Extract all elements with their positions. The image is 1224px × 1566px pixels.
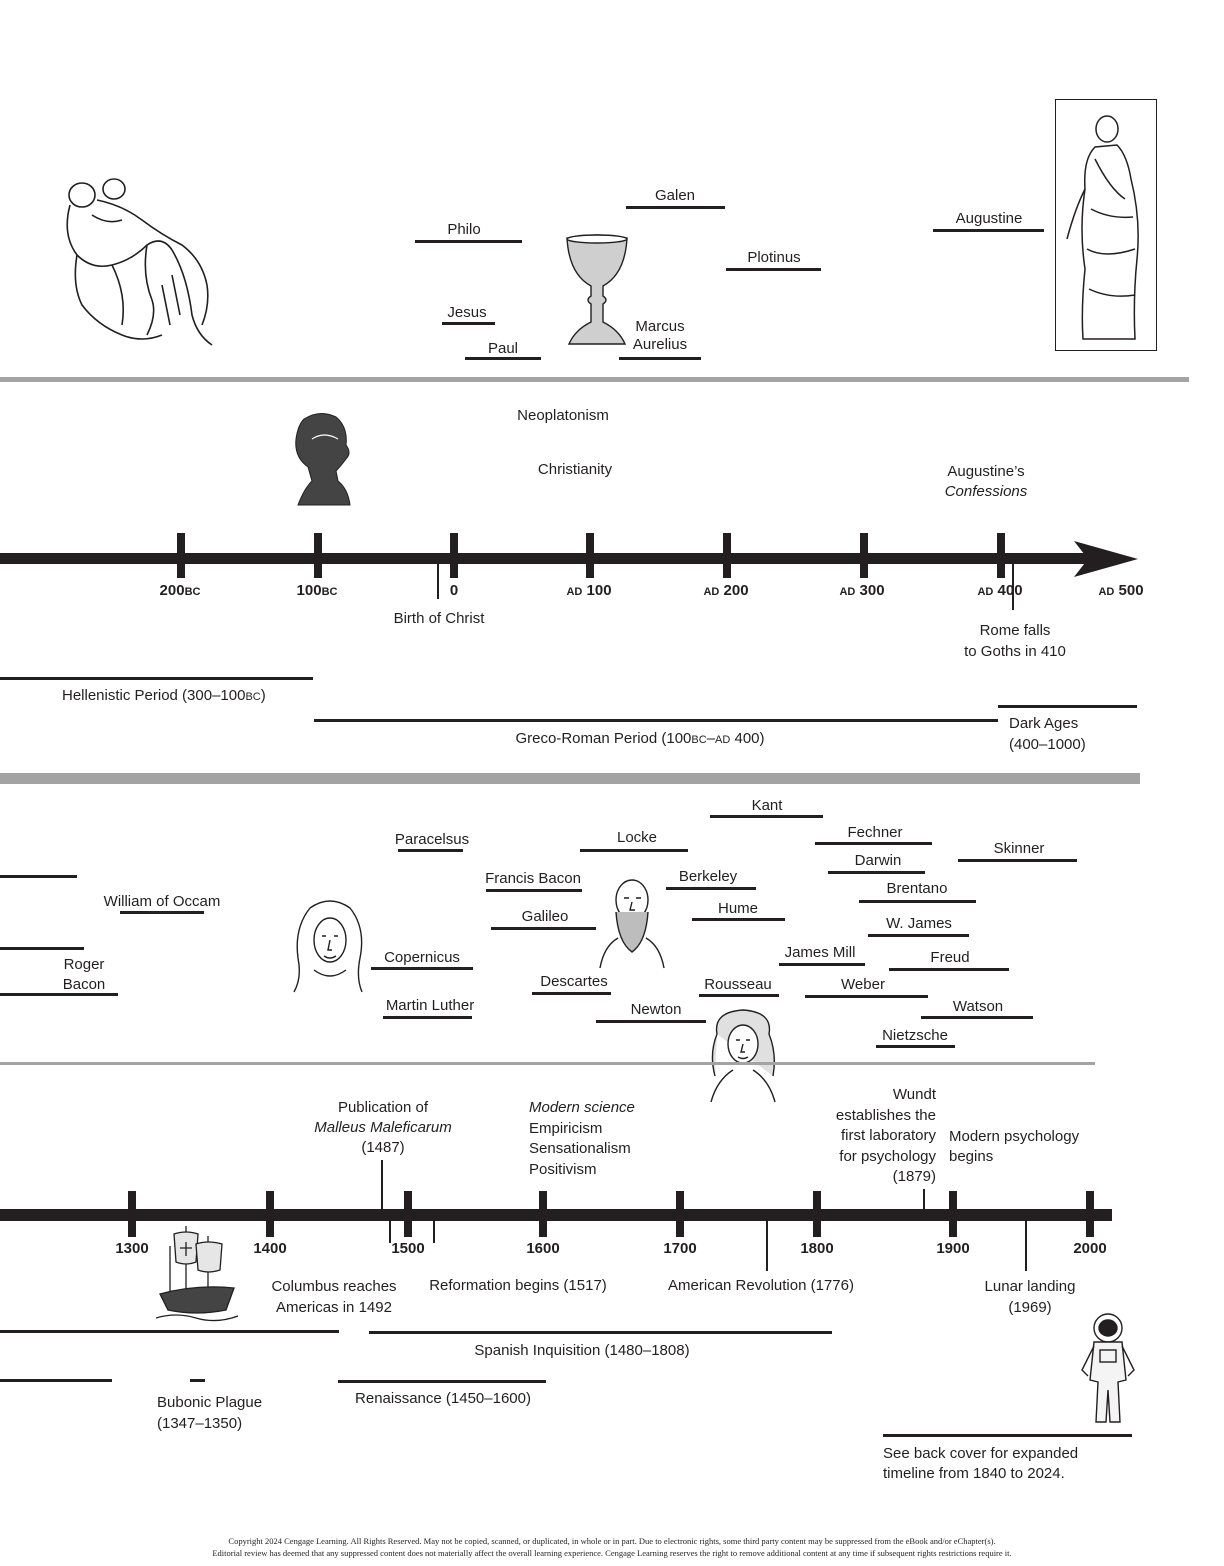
darwin-lifespan xyxy=(828,871,925,874)
augustine-lifespan xyxy=(933,229,1044,232)
axis-label-1900: 1900 xyxy=(936,1240,970,1257)
martin-luther-lifespan xyxy=(383,1016,472,1019)
reformation-label: Reformation begins (1517) xyxy=(429,1277,607,1294)
kant-label: Kant xyxy=(751,797,783,814)
fechner-lifespan xyxy=(815,842,932,845)
renaissance-label: Renaissance (1450–1600) xyxy=(355,1390,531,1407)
copernicus-label: Copernicus xyxy=(384,949,460,966)
brentano-lifespan xyxy=(859,900,976,903)
tick-1300 xyxy=(128,1191,136,1237)
hume-label: Hume xyxy=(717,900,759,917)
tick-200bc xyxy=(177,533,185,578)
francis-bacon-lifespan xyxy=(486,889,582,892)
roman-figure-illustration xyxy=(1055,99,1157,351)
brentano-label: Brentano xyxy=(886,880,948,897)
berkeley-lifespan xyxy=(666,887,756,890)
modern-science-list: Modern science Empiricism Sensationalism Positivism xyxy=(529,1099,635,1178)
hume-lifespan xyxy=(692,918,785,921)
divider-top xyxy=(0,377,1189,382)
axis-label-ad400: AD 400 xyxy=(977,582,1023,599)
tick-1900 xyxy=(949,1191,957,1237)
skinner-label: Skinner xyxy=(993,840,1045,857)
ship-illustration xyxy=(156,1222,238,1324)
descartes-lifespan xyxy=(532,992,611,995)
galileo-label: Galileo xyxy=(521,908,569,925)
modern-psychology-label: Modern psychology begins xyxy=(949,1128,1080,1165)
rousseau-label: Rousseau xyxy=(704,976,772,993)
jesus-label: Jesus xyxy=(447,304,487,321)
christianity-label: Christianity xyxy=(537,461,613,478)
newton-label: Newton xyxy=(630,1001,682,1018)
martin-luther-label: Martin Luther xyxy=(385,997,475,1014)
hellenistic-period-label: Hellenistic Period (300–100BC) xyxy=(62,687,266,704)
tick-ad400 xyxy=(997,533,1005,578)
spanish-inquisition-bar xyxy=(369,1331,832,1334)
tick-1400 xyxy=(266,1191,274,1237)
philo-label: Philo xyxy=(447,221,481,238)
galileo-lifespan xyxy=(491,927,596,930)
dark-ages-period-bar xyxy=(998,705,1137,708)
paul-label: Paul xyxy=(487,340,519,357)
james-mill-label: James Mill xyxy=(784,944,856,961)
tick-1700 xyxy=(676,1191,684,1237)
watson-label: Watson xyxy=(952,998,1004,1015)
weber-label: Weber xyxy=(841,976,885,993)
lunar-landing-label: Lunar landing (1969) xyxy=(984,1278,1076,1316)
axis-label-1600: 1600 xyxy=(526,1240,560,1257)
tick-1600 xyxy=(539,1191,547,1237)
axis-label-ad500: AD 500 xyxy=(1098,582,1144,599)
skinner-lifespan xyxy=(958,859,1077,862)
darwin-label: Darwin xyxy=(854,852,902,869)
malleus-marker xyxy=(381,1160,383,1210)
hellenistic-period-bar xyxy=(0,677,313,680)
divider-bottom xyxy=(0,1062,1095,1065)
tick-ad200 xyxy=(723,533,731,578)
axis-label-100bc: 100BC xyxy=(296,582,338,599)
copyright-footer: Copyright 2024 Cengage Learning. All Rights Reserved. May not be copied, scanned, or duplicated, in whole or in part. Due to electronic rights, some third party content may be suppressed from the eBook and/or eChapter(s). Editorial review has deemed that any suppressed content does not materially affect the overall learning experience. Cengage Learning reserves the right to remove additional content at any time if subsequent rights restrictions require it. xyxy=(212,1536,1012,1558)
renaissance-portrait xyxy=(290,898,370,994)
galen-lifespan xyxy=(626,206,725,209)
tick-100bc xyxy=(314,533,322,578)
wrestlers-illustration xyxy=(52,175,222,350)
william-of-occam-label: William of Occam xyxy=(103,893,221,910)
tick-1500 xyxy=(404,1191,412,1237)
neoplatonism-label: Neoplatonism xyxy=(517,407,609,424)
tick-0 xyxy=(450,533,458,578)
locke-label: Locke xyxy=(616,829,658,846)
axis-label-2000: 2000 xyxy=(1073,1240,1107,1257)
paracelsus-lifespan xyxy=(398,849,463,852)
tick-ad300 xyxy=(860,533,868,578)
columbus-label: Columbus reaches Americas in 1492 xyxy=(271,1278,397,1316)
renaissance-bar xyxy=(338,1380,546,1383)
rome-falls-label: Rome falls to Goths in 410 xyxy=(964,622,1066,660)
ancient-timeline-axis xyxy=(0,553,1090,564)
bubonic-plague-bar xyxy=(190,1379,205,1382)
ancient-timeline-arrowhead xyxy=(1074,541,1140,577)
galileo-portrait xyxy=(594,872,670,970)
bubonic-plague-label: Bubonic Plague (1347–1350) xyxy=(157,1394,263,1432)
freud-label: Freud xyxy=(930,949,970,966)
plotinus-label: Plotinus xyxy=(747,249,801,266)
caesar-portrait xyxy=(290,409,354,507)
left-lifespan-2 xyxy=(0,947,84,950)
tick-ad100 xyxy=(586,533,594,578)
greco-roman-period-label: Greco-Roman Period (100BC–AD 400) xyxy=(515,730,765,747)
axis-label-1800: 1800 xyxy=(800,1240,834,1257)
marcus-aurelius-lifespan xyxy=(619,357,701,360)
american-revolution-marker xyxy=(766,1221,768,1271)
marcus-aurelius-label: Marcus Aurelius xyxy=(632,318,688,353)
william-of-occam-lifespan xyxy=(120,911,204,914)
fechner-label: Fechner xyxy=(847,824,903,841)
paul-lifespan xyxy=(465,357,541,360)
james-mill-lifespan xyxy=(779,963,865,966)
augustine-label: Augustine xyxy=(955,210,1023,227)
jesus-lifespan xyxy=(442,322,495,325)
left-lifespan-1 xyxy=(0,875,77,878)
roger-bacon-label: Roger Bacon xyxy=(62,956,106,993)
nietzsche-label: Nietzsche xyxy=(882,1027,948,1044)
reformation-marker xyxy=(433,1221,435,1243)
philo-lifespan xyxy=(415,240,522,243)
francis-bacon-label: Francis Bacon xyxy=(485,870,581,887)
lunar-landing-marker xyxy=(1025,1221,1027,1271)
birth-of-christ-marker xyxy=(437,564,439,599)
dark-ages-period-label: Dark Ages (400–1000) xyxy=(1009,715,1086,753)
medieval-period-bar xyxy=(0,1330,339,1333)
axis-label-1700: 1700 xyxy=(663,1240,697,1257)
newton-portrait xyxy=(703,1004,783,1104)
spanish-inquisition-label: Spanish Inquisition (1480–1808) xyxy=(474,1342,690,1359)
w-james-lifespan xyxy=(868,934,969,937)
wundt-laboratory-label: Wundt establishes the first laboratory for psychology (1879) xyxy=(835,1086,936,1185)
axis-label-ad200: AD 200 xyxy=(703,582,749,599)
locke-lifespan xyxy=(580,849,688,852)
plotinus-lifespan xyxy=(726,268,821,271)
axis-label-1400: 1400 xyxy=(253,1240,287,1257)
axis-label-ad100: AD 100 xyxy=(566,582,612,599)
paracelsus-label: Paracelsus xyxy=(394,831,470,848)
american-revolution-label: American Revolution (1776) xyxy=(668,1277,854,1294)
axis-label-0: 0 xyxy=(449,582,459,599)
nietzsche-lifespan xyxy=(876,1045,955,1048)
rousseau-lifespan xyxy=(699,994,779,997)
back-cover-note: See back cover for expanded timeline from 1840 to 2024. xyxy=(883,1445,1079,1482)
divider-middle xyxy=(0,773,1140,784)
axis-label-ad300: AD 300 xyxy=(839,582,885,599)
tick-1800 xyxy=(813,1191,821,1237)
astronaut-illustration xyxy=(1078,1310,1140,1430)
copernicus-lifespan xyxy=(371,967,473,970)
tick-2000 xyxy=(1086,1191,1094,1237)
left-period-bar xyxy=(0,1379,112,1382)
augustines-confessions-label: Augustine’s Confessions xyxy=(944,463,1028,500)
axis-label-1500: 1500 xyxy=(391,1240,425,1257)
weber-lifespan xyxy=(805,995,928,998)
axis-label-1300: 1300 xyxy=(115,1240,149,1257)
berkeley-label: Berkeley xyxy=(678,868,738,885)
roger-bacon-lifespan xyxy=(0,993,118,996)
malleus-maleficarum-label: Publication of Malleus Maleficarum (1487) xyxy=(314,1099,452,1156)
descartes-label: Descartes xyxy=(540,973,608,990)
galen-label: Galen xyxy=(654,187,696,204)
watson-lifespan xyxy=(921,1016,1033,1019)
expanded-timeline-bar xyxy=(883,1434,1132,1437)
wundt-marker xyxy=(923,1189,925,1209)
birth-of-christ-label: Birth of Christ xyxy=(393,610,485,627)
kant-lifespan xyxy=(710,815,823,818)
w-james-label: W. James xyxy=(886,915,952,932)
modern-timeline-axis xyxy=(0,1209,1112,1221)
newton-lifespan xyxy=(596,1020,706,1023)
freud-lifespan xyxy=(889,968,1009,971)
axis-label-200bc: 200BC xyxy=(159,582,201,599)
greco-roman-period-bar xyxy=(314,719,998,722)
chalice-illustration xyxy=(563,234,631,350)
